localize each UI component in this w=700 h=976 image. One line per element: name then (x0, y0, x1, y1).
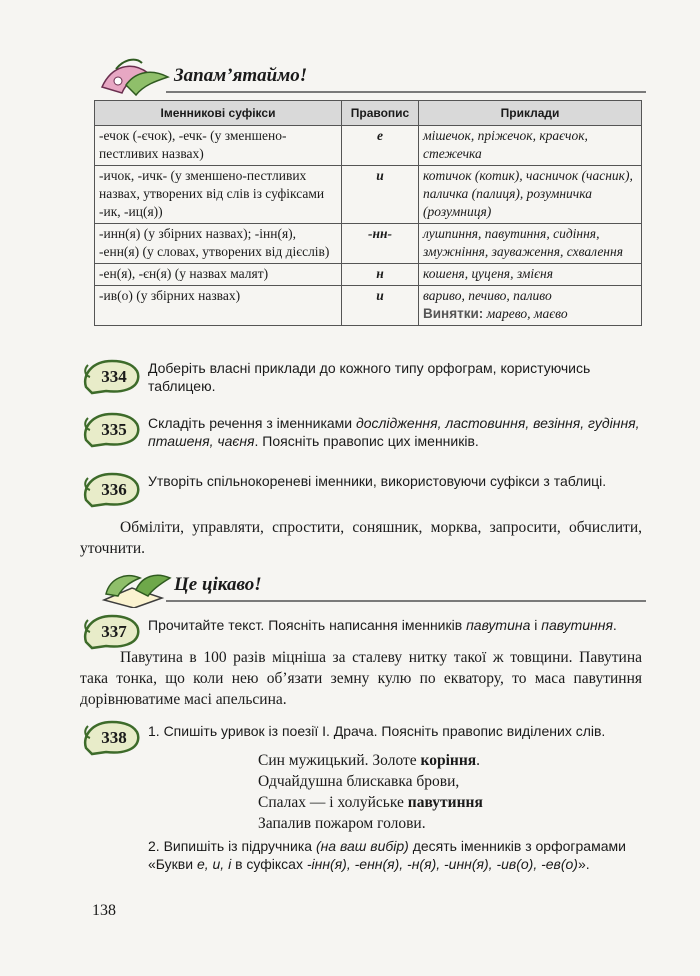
task-text (148, 616, 642, 634)
examples-cell: мішечок, пріжечок, краєчок, стежечка (419, 126, 642, 166)
suffix-cell: -инн(я) (у збірних назвах); -інн(я), -енн(я) (у словах, утворених від дієслів) (95, 224, 342, 264)
poem-line (258, 792, 483, 813)
remember-header (96, 55, 606, 99)
exceptions-text: марево, маєво (486, 306, 568, 321)
examples-cell (419, 286, 642, 326)
poem (258, 750, 483, 834)
table-row (95, 286, 642, 326)
exceptions-label: Винятки: (423, 306, 484, 321)
task-334 (82, 357, 642, 397)
poem-line: Запалив пожаром голови. (258, 815, 426, 832)
poem-text: . (476, 752, 481, 769)
poem-line: Одчайдушна блискавка брови, (258, 773, 460, 790)
interesting-header (96, 564, 606, 608)
task-337 (82, 612, 642, 652)
task-text-part: ». (577, 856, 590, 872)
header-rule (166, 91, 646, 93)
task-text: Утворіть спільнокореневі іменники, використовуючи суфікси з таблиці. (148, 473, 607, 489)
task-number: 337 (101, 622, 127, 641)
task-number: 334 (101, 367, 127, 386)
task-text-part: Прочитайте текст. Поясніть написання іменників (148, 617, 467, 633)
header-spelling: Правопис (342, 101, 419, 126)
examples-cell: лушпиння, павутиння, сидіння, змужніння, зауваження, схвалення (419, 224, 642, 264)
task-number: 338 (101, 728, 127, 747)
task-words: дослідження, ластовиння, везіння, гудіння, пташеня, чаєня (148, 415, 640, 449)
poem-text: Спалах — і холуйське (258, 794, 408, 811)
spelling-cell: и (342, 166, 419, 224)
poem-line (258, 750, 483, 771)
suffix-cell: -ичок, -ичк- (у зменшено-пестливих назвах, утворених від слів із суфіксами -ик, -иц(я)) (95, 166, 342, 224)
suffix-table (94, 100, 642, 326)
examples-cell: котичок (котик), часничок (часник), паличка (палиця), розумничка (розумниця) (419, 166, 642, 224)
task-word: павутиння (541, 617, 613, 633)
header-rule (166, 600, 646, 602)
passage-text: Павутина в 100 разів міцніша за сталеву нитку такої ж товщини. Павутина така тонка, що коли нею об’язати земну кулю по екватору, то маса павутиння дорівнюватиме масі апельсина. (80, 649, 642, 708)
table-row (95, 166, 642, 224)
page-number: 138 (92, 902, 116, 919)
table-header-row (95, 101, 642, 126)
examples-cell: кошеня, цуценя, змієня (419, 264, 642, 286)
spelling-cell: е (342, 126, 419, 166)
suffix-cell: -ечок (-єчок), -ечк- (у зменшено-пестливих назвах) (95, 126, 342, 166)
task-text-part: -інн(я), -енн(я), -н(я), -инн(я), -ив(о), -ев(о) (306, 856, 578, 872)
task-text-part: е, и, і (196, 856, 232, 872)
task-336 (82, 470, 642, 510)
task-number-badge-icon (82, 612, 142, 650)
section-title: Запам’ятаймо! (174, 65, 308, 86)
task-335 (82, 410, 642, 450)
task-item-2 (148, 837, 642, 873)
suffix-cell: -ив(о) (у збірних назвах) (95, 286, 342, 326)
task-number: 336 (101, 480, 127, 499)
task-text-part: і (530, 617, 542, 633)
task-number-badge-icon (82, 357, 142, 395)
suffix-cell: -ен(я), -єн(я) (у назвах малят) (95, 264, 342, 286)
task-number: 335 (101, 420, 127, 439)
task-338-item-2 (82, 837, 642, 897)
highlighted-word: павутиння (407, 794, 483, 811)
task-text-part: десять іменників з орфограмами «Букви (148, 838, 626, 872)
task-item-1: 1. Спишіть уривок із поезії І. Драча. Поясніть правопис виділених слів. (148, 723, 606, 739)
task-word: павутина (466, 617, 531, 633)
task-text-part: Складіть речення з іменниками (148, 415, 357, 431)
examples-text: вариво, печиво, паливо (423, 288, 552, 303)
table-row (95, 126, 642, 166)
task-text-part: в суфіксах (231, 856, 307, 872)
book-leaves-icon (96, 564, 176, 608)
spelling-cell: н (342, 264, 419, 286)
task-text-part: . Поясніть правопис цих іменників. (254, 433, 479, 449)
header-examples: Приклади (419, 101, 642, 126)
header-suffixes: Іменникові суфікси (95, 101, 342, 126)
poem-text: Син мужицький. Золоте (258, 752, 421, 769)
section-title: Це цікаво! (174, 574, 262, 595)
task-text-part: 2. Випишіть із підручника (148, 838, 316, 854)
task-text: Доберіть власні приклади до кожного типу орфограм, користуючись таблицею. (148, 360, 591, 394)
task-number-badge-icon (82, 470, 142, 508)
word-list: Обміліти, управляти, спростити, соняшник, морква, запросити, обчислити, уточнити. (80, 519, 642, 557)
task-text (148, 414, 642, 450)
table-row (95, 224, 642, 264)
task-text-part: (на ваш вибір) (315, 838, 409, 854)
task-number-badge-icon (82, 410, 142, 448)
task-text-part: . (612, 617, 617, 633)
highlighted-word: коріння (420, 752, 477, 769)
task-number-badge-icon (82, 718, 142, 756)
table-row (95, 264, 642, 286)
flower-pen-icon (96, 55, 176, 99)
spelling-cell: -нн- (342, 224, 419, 264)
spelling-cell: и (342, 286, 419, 326)
